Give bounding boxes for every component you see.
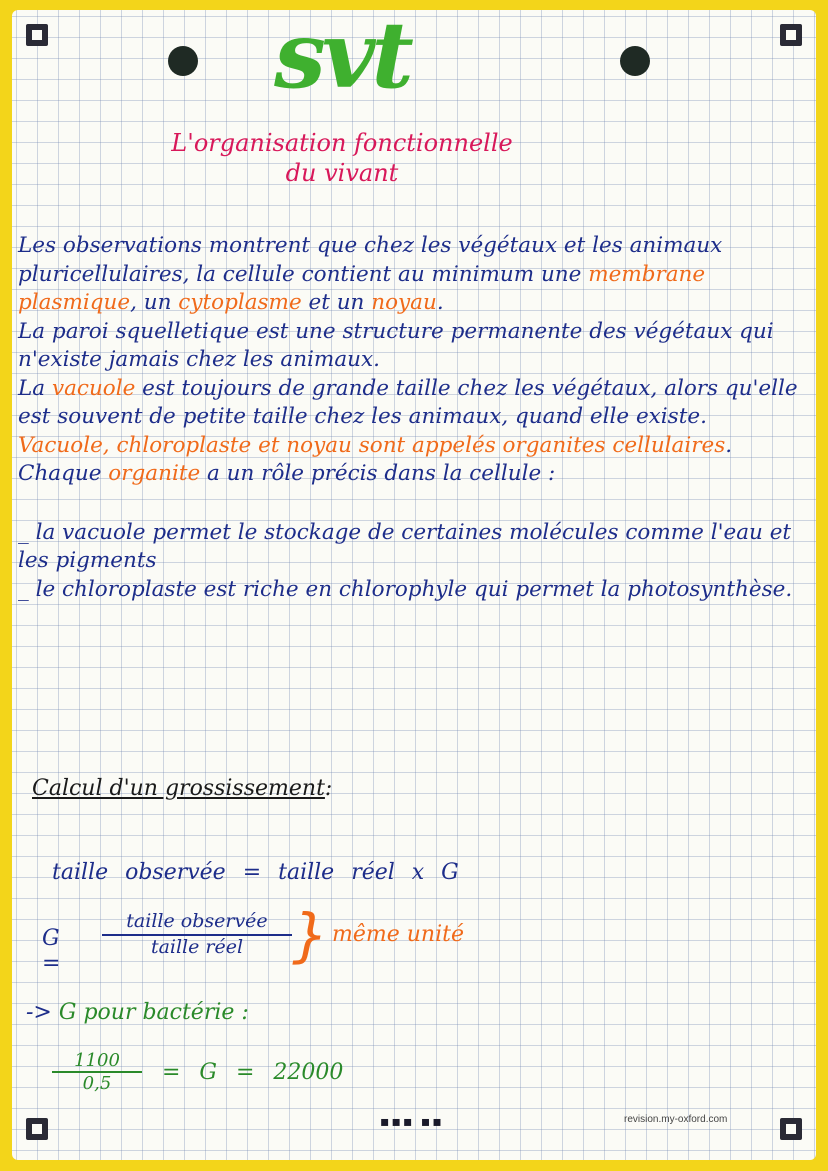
- result-fraction: [52, 1050, 142, 1094]
- section-title-colon: :: [324, 776, 333, 801]
- text-span: a un rôle précis dans la cellule :: [200, 461, 556, 486]
- term-noyau: noyau: [371, 290, 437, 315]
- notebook-page: [12, 10, 816, 1160]
- term-membrane-plasmique: membrane plasmique: [18, 261, 706, 315]
- corner-marker-bottom-right-icon: [780, 1118, 802, 1140]
- corner-marker-top-right-icon: [780, 24, 802, 46]
- bacterie-label: G pour bactérie :: [58, 1000, 249, 1025]
- text-span: est toujours de grande taille chez les végétaux, alors qu'elle est souvent de petite taille chez les animaux, quand elle existe.: [18, 375, 798, 429]
- result-equation: = G = 22000: [162, 1060, 344, 1085]
- paragraph-vacuole: [18, 375, 808, 432]
- spacer: [18, 489, 808, 519]
- arrow-right-icon: ->: [26, 1000, 52, 1025]
- fraction-numerator: taille observée: [102, 910, 292, 936]
- term-cytoplasme: cytoplasme: [178, 290, 302, 315]
- footer-dots: ▪▪▪ ▪▪: [380, 1114, 444, 1130]
- formula-taille-observee: taille observée = taille réel x G: [52, 860, 459, 885]
- punch-hole-left-icon: [168, 46, 198, 76]
- term-organites: Vacuole, chloroplaste et noyau sont appelés organites cellulaires: [18, 432, 726, 458]
- paragraph-organites: [18, 432, 808, 489]
- note-meme-unite: même unité: [332, 922, 464, 947]
- result-numerator: 1100: [52, 1050, 142, 1073]
- footer-url: revision.my-oxford.com: [624, 1114, 728, 1125]
- page-title: [132, 128, 552, 188]
- paragraph-cell-components: [18, 232, 808, 318]
- g-equals: G =: [42, 926, 61, 976]
- section-title-calcul: [32, 776, 332, 801]
- fraction-denominator: taille réel: [150, 936, 244, 958]
- title-line-1: L'organisation fonctionnelle: [171, 129, 513, 157]
- corner-marker-bottom-left-icon: [26, 1118, 48, 1140]
- text-span: La: [18, 375, 52, 401]
- notes-body: [18, 232, 808, 604]
- result-denominator: 0,5: [82, 1073, 112, 1094]
- paragraph-paroi: La paroi squelletique est une structure permanente des végétaux qui n'existe jamais chez les animaux.: [18, 318, 774, 372]
- text-span: . Chaque: [18, 432, 733, 486]
- bullet-chloroplaste: _ le chloroplaste est riche en chlorophyle qui permet la photosynthèse.: [18, 576, 793, 602]
- text-span: et un: [301, 290, 372, 315]
- punch-hole-right-icon: [620, 46, 650, 76]
- bacterie-heading: [26, 1000, 249, 1025]
- bullet-vacuole: _ la vacuole permet le stockage de certaines molécules comme l'eau et les pigments: [18, 519, 792, 573]
- term-organite: organite: [108, 461, 201, 486]
- term-vacuole: vacuole: [51, 375, 136, 401]
- corner-marker-top-left-icon: [26, 24, 48, 46]
- section-title-text: Calcul d'un grossissement: [32, 776, 325, 801]
- svt-logo: svt: [274, 10, 410, 109]
- curly-brace-icon: }: [292, 901, 329, 969]
- fraction: [102, 910, 292, 958]
- text-span: , un: [130, 290, 179, 315]
- text-span: Les observations montrent que chez les végétaux et les animaux pluricellulaires, la cellule contient au minimum une: [18, 233, 723, 287]
- title-line-2: du vivant: [285, 159, 399, 187]
- text-span: .: [436, 290, 444, 315]
